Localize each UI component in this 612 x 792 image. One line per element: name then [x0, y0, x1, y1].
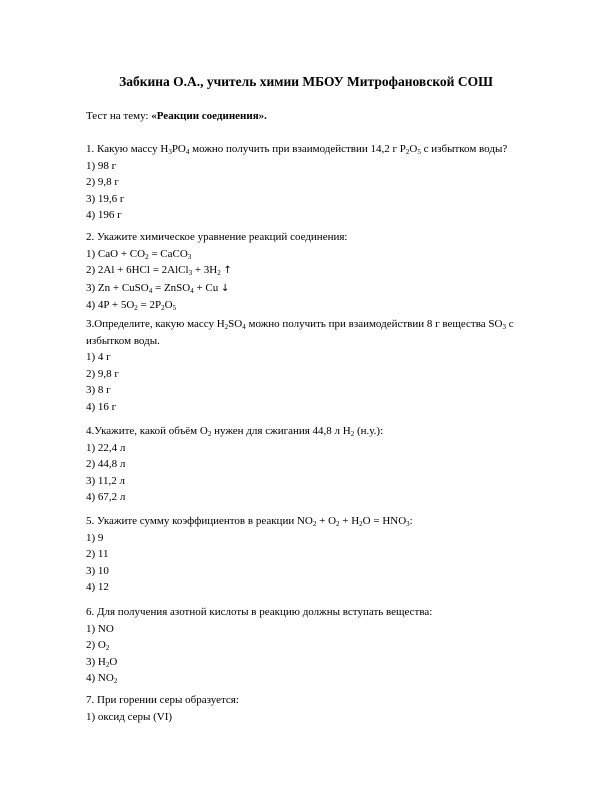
- question-3-option-3: 3) 8 г: [86, 384, 111, 396]
- question-3: [86, 316, 556, 415]
- question-2-option-3: 3) Zn + CuSO$_4$ = ZnSO$_4$ + Cu ↓: [86, 281, 230, 295]
- question-1-option-3: 3) 19,6 г: [86, 192, 125, 205]
- question-1-option-4: 4) 196 г: [86, 209, 122, 221]
- question-2-text: 2. Укажите химическое уравнение реакций соединения:: [86, 231, 348, 243]
- question-6-option-4: 4) $NO_2$: [86, 672, 118, 685]
- question-3-option-4: 4) 16 г: [86, 400, 117, 413]
- question-6-option-1: 1) NO: [86, 622, 114, 635]
- author-line: Забкина О.А., учитель химии МБОУ Митрофановской СОШ: [119, 74, 493, 89]
- question-7-option-1: 1) оксид серы (VI): [86, 710, 173, 723]
- gas-arrow-up-icon: ↑: [223, 265, 232, 276]
- question-3-option-2: 2) 9,8 г: [86, 367, 119, 380]
- precipitate-arrow-down-icon: ↓: [221, 282, 230, 294]
- question-1-text: 1. Какую массу $H_3PO_4$ можно получить при взаимодействии 14,2 г $P_2O_5$ с избытком воды?: [86, 143, 508, 156]
- question-3-text: 3.Определите, какую массу $H_2SO_4$ можно получить при взаимодействии 8 г вещества $SO_3$ с избытком воды.: [86, 318, 514, 347]
- question-6-text: 6. Для получения азотной кислоты в реакцию должны вступать вещества:: [86, 606, 433, 618]
- question-4-option-3: 3) 11,2 л: [86, 474, 125, 487]
- question-5-option-3: 3) 10: [86, 564, 109, 577]
- question-1-option-2: 2) 9,8 г: [86, 176, 119, 188]
- question-7: [86, 692, 556, 725]
- question-1: [86, 141, 556, 224]
- test-prefix: Тест на тему:: [86, 110, 152, 122]
- question-2: [86, 229, 556, 314]
- question-2-option-2: 2) 2Al + 6HCl = 2AlCl$_3$ + $3H_2$ ↑: [86, 264, 232, 277]
- question-4-text: 4.Укажите, какой объём $O_2$ нужен для сжигания 44,8 л $H_2$ (н.у.):: [86, 425, 384, 438]
- question-4-option-4: 4) 67,2 л: [86, 491, 126, 503]
- question-1-option-1: 1) 98 г: [86, 159, 117, 172]
- question-5: [86, 513, 556, 596]
- question-4-option-2: 2) 44,8 л: [86, 458, 126, 470]
- test-topic: «Реакции соединения».: [151, 110, 267, 122]
- question-5-option-1: 1) 9: [86, 531, 104, 544]
- question-3-option-1: 1) 4 г: [86, 351, 111, 363]
- question-5-option-2: 2) 11: [86, 548, 109, 560]
- question-7-text: 7. При горении серы образуется:: [86, 694, 239, 706]
- question-6-option-3: 3) $H_2O$: [86, 655, 118, 669]
- question-6: [86, 604, 556, 687]
- question-2-option-4: 4) $4P + 5O_2 = 2P_2O_5$: [86, 299, 177, 312]
- question-4-option-1: 1) 22,4 л: [86, 441, 126, 454]
- test-title: [86, 109, 267, 123]
- question-5-text: 5. Укажите сумму коэффициентов в реакции $NO_2 + O_2 + H_2O = HNO_3$:: [86, 515, 413, 528]
- question-4: [86, 423, 556, 506]
- question-5-option-4: 4) 12: [86, 581, 109, 593]
- question-6-option-2: 2) $O_2$: [86, 639, 110, 652]
- question-2-option-1: 1) CaO + $CO_2$ = CaCO$_3$: [86, 247, 192, 261]
